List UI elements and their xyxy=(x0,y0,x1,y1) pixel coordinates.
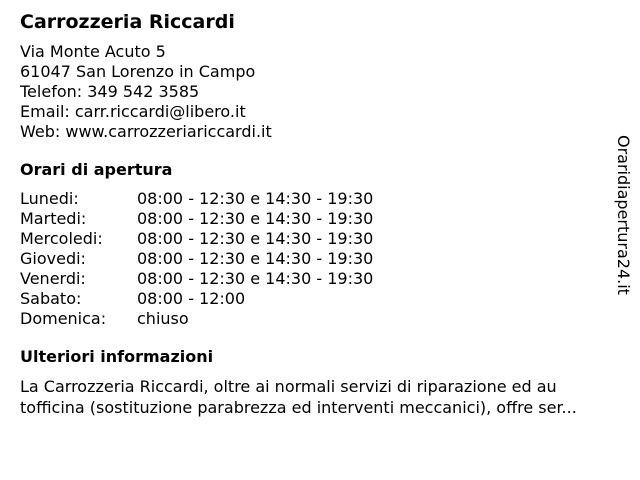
website-line[interactable]: Web: www.carrozzeriariccardi.it xyxy=(20,122,272,141)
business-name: Carrozzeria Riccardi xyxy=(20,11,235,33)
day-label: Venerdi: xyxy=(20,269,86,288)
hours-row-saturday xyxy=(20,289,610,309)
hours-row-wednesday xyxy=(20,229,610,249)
email-address[interactable]: carr.riccardi@libero.it xyxy=(74,102,246,121)
day-hours: 08:00 - 12:30 e 14:30 - 19:30 xyxy=(137,189,374,208)
site-watermark xyxy=(614,135,632,310)
day-label: Giovedi: xyxy=(20,249,86,268)
hours-heading: Orari di apertura xyxy=(20,160,173,179)
hours-row-friday xyxy=(20,269,610,289)
address-city: 61047 San Lorenzo in Campo xyxy=(20,62,256,81)
day-label: Lunedi: xyxy=(20,189,79,208)
day-label: Domenica: xyxy=(20,309,107,328)
hours-row-tuesday xyxy=(20,209,610,229)
hours-row-monday xyxy=(20,189,610,209)
day-hours: 08:00 - 12:30 e 14:30 - 19:30 xyxy=(137,209,374,228)
email-line xyxy=(20,102,610,122)
watermark-text: Oraridiapertura24.it xyxy=(614,135,633,295)
day-hours: 08:00 - 12:30 e 14:30 - 19:30 xyxy=(137,269,374,288)
day-label: Martedi: xyxy=(20,209,87,228)
address-street: Via Monte Acuto 5 xyxy=(20,42,166,61)
hours-row-thursday xyxy=(20,249,610,269)
day-label: Mercoledi: xyxy=(20,229,103,248)
day-hours: 08:00 - 12:30 e 14:30 - 19:30 xyxy=(137,229,374,248)
phone-number: Telefon: 349 542 3585 xyxy=(20,82,200,101)
hours-table xyxy=(20,189,610,329)
day-hours: 08:00 - 12:00 xyxy=(137,289,246,308)
hours-row-sunday xyxy=(20,309,610,329)
info-line-2: tofficina (sostituzione parabrezza ed interventi meccanici), offre ser... xyxy=(20,398,577,417)
email-label: Email: xyxy=(20,102,75,121)
business-card xyxy=(20,10,610,418)
info-description xyxy=(20,376,610,418)
day-label: Sabato: xyxy=(20,289,82,308)
info-heading: Ulteriori informazioni xyxy=(20,347,214,366)
day-hours: chiuso xyxy=(137,309,189,328)
day-hours: 08:00 - 12:30 e 14:30 - 19:30 xyxy=(137,249,374,268)
info-line-1: La Carrozzeria Riccardi, oltre ai normali servizi di riparazione ed au xyxy=(20,377,557,396)
